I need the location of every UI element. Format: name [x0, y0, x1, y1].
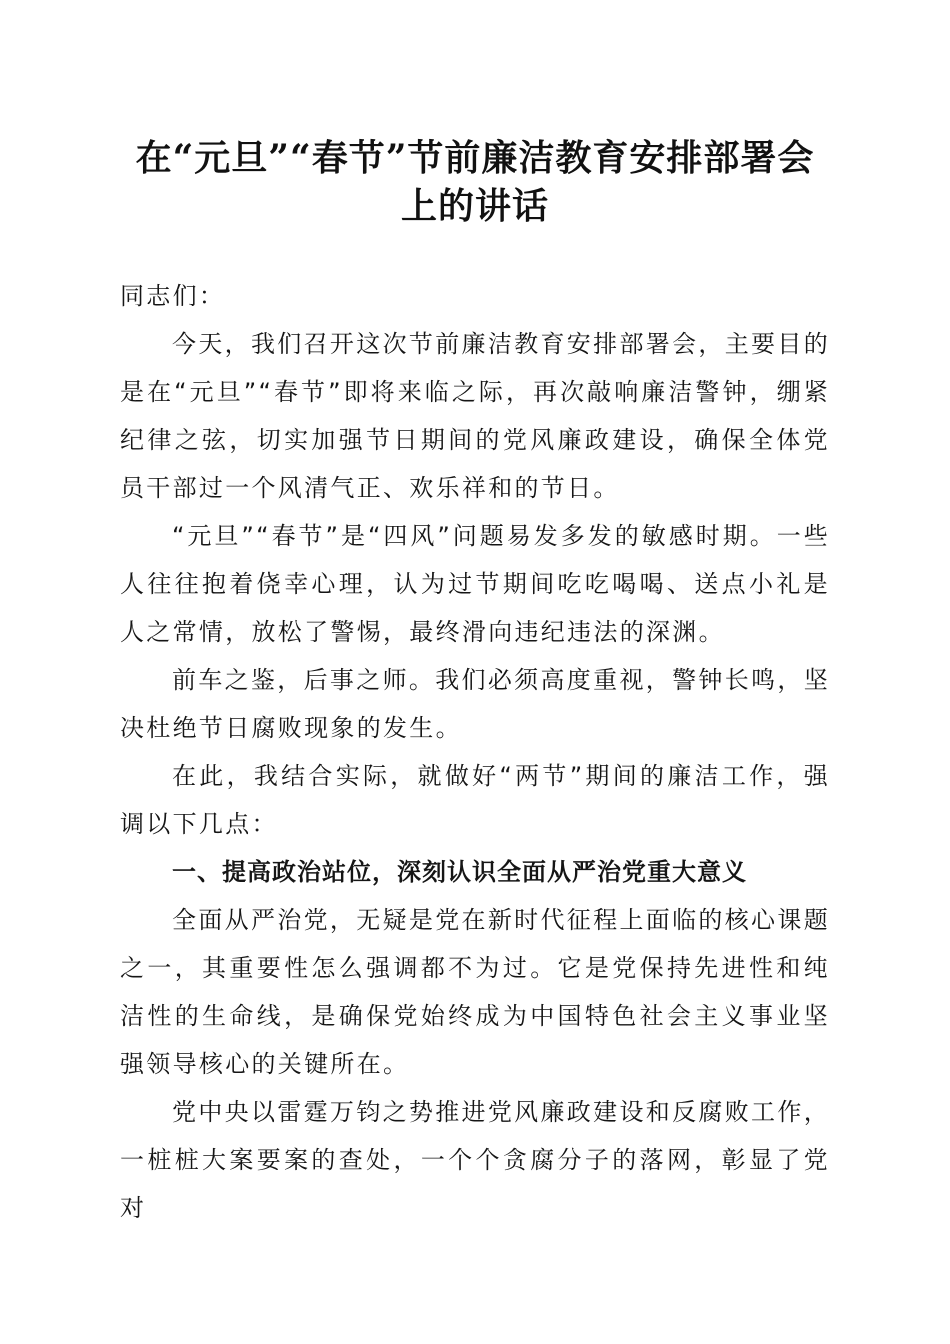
salutation: 同志们：	[120, 282, 226, 310]
document-title-line-2: 上的讲话	[400, 185, 549, 227]
paragraph-key-points-intro: 在此，我结合实际，就做好“两节”期间的廉洁工作，强调以下几点：	[120, 762, 830, 838]
section-heading-1: 一、提高政治站位，深刻认识全面从严治党重大意义	[172, 858, 747, 886]
paragraph-lessons: 前车之鉴，后事之师。我们必须高度重视，警钟长鸣，坚决杜绝节日腐败现象的发生。	[120, 666, 830, 742]
section1-paragraph-2: 党中央以雷霆万钧之势推进党风廉政建设和反腐败工作，一桩桩大案要案的查处，一个个贪腐分子的落网，彰显了党对	[120, 1098, 830, 1222]
document-body	[120, 272, 830, 1232]
section1-paragraph-1: 全面从严治党，无疑是党在新时代征程上面临的核心课题之一，其重要性怎么强调都不为过。它是党保持先进性和纯洁性的生命线，是确保党始终成为中国特色社会主义事业坚强领导核心的关键所在。	[120, 906, 830, 1078]
document-title-line-1: 在“元旦”“春节”节前廉洁教育安排部署会	[135, 137, 815, 179]
paragraph-intro: 今天，我们召开这次节前廉洁教育安排部署会，主要目的是在“元旦”“春节”即将来临之际，再次敲响廉洁警钟，绷紧纪律之弦，切实加强节日期间的党风廉政建设，确保全体党员干部过一个风清气正、欢乐祥和的节日。	[120, 330, 830, 502]
paragraph-sensitive-period: “元旦”“春节”是“四风”问题易发多发的敏感时期。一些人往往抱着侥幸心理，认为过节期间吃吃喝喝、送点小礼是人之常情，放松了警惕，最终滑向违纪违法的深渊。	[120, 522, 830, 646]
